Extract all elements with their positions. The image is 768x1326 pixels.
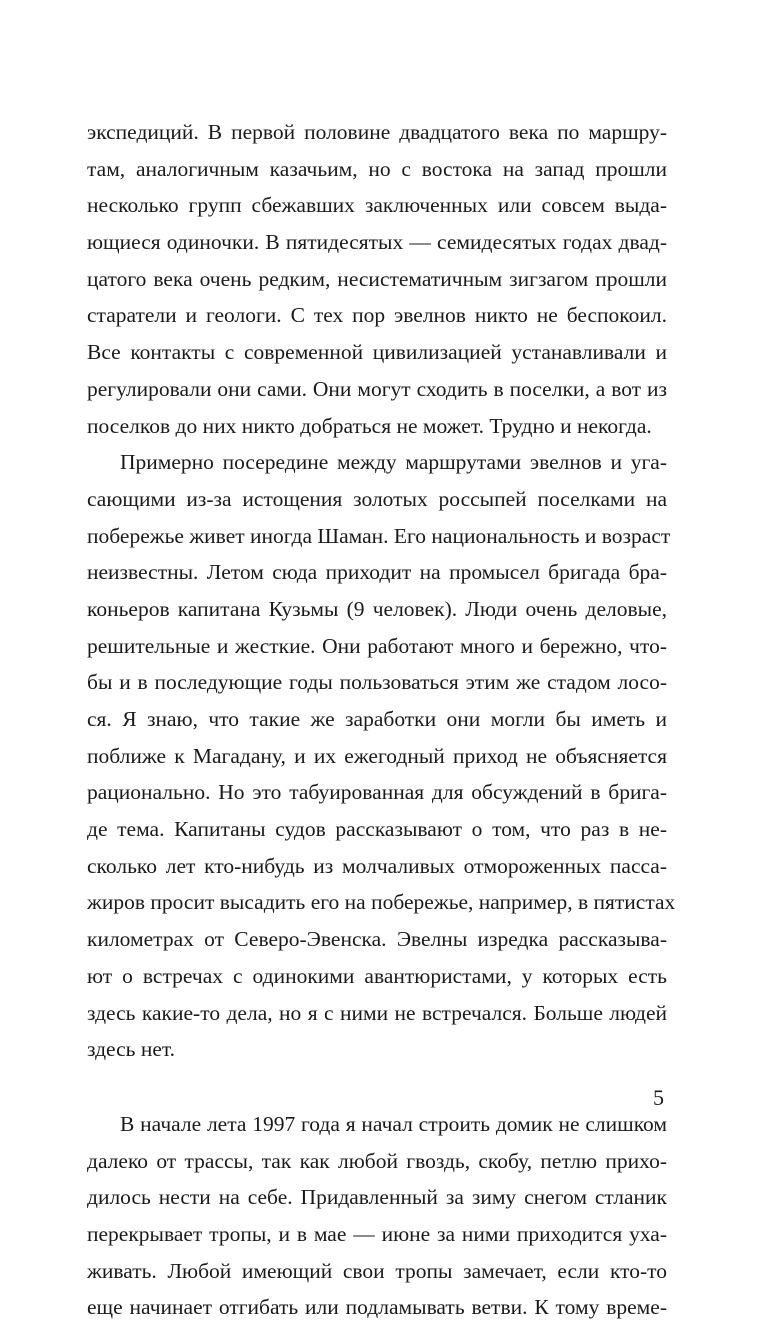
text-line: старатели и геологи. С тех пор эвелнов никто не беспокоил. (87, 303, 667, 328)
paragraph-3 (87, 1106, 667, 1326)
text-line: де тема. Капитаны судов рассказывают о том, что раз в не- (87, 817, 667, 842)
text-line: там, аналогичным казачьим, но с востока на запад прошли (87, 156, 667, 181)
text-line: сающими из-за истощения золотых россыпей поселками на (87, 486, 667, 511)
text-line: здесь какие-то дела, но я с ними не встречался. Больше людей (87, 1000, 667, 1025)
text-line: далеко от трассы, так как любой гвоздь, скобу, петлю прихо- (87, 1148, 667, 1173)
text-line: цатого века очень редким, несистематичным зигзагом прошли (87, 266, 667, 291)
text-line: решительные и жесткие. Они работают много и бережно, что- (87, 633, 667, 658)
text-line: рационально. Но это табуированная для обсуждений в брига- (87, 780, 667, 805)
text-line: несколько групп сбежавших заключенных или совсем выда- (87, 193, 667, 218)
text-line: коньеров капитана Кузьмы (9 человек). Люди очень деловые, (87, 596, 667, 621)
text-line: побережье живет иногда Шаман. Его национальность и возраст (87, 523, 671, 548)
text-line: Примерно посередине между маршрутами эвелнов и уга- (120, 450, 667, 475)
text-line: ющиеся одиночки. В пятидесятых — семидесятых годах двад- (87, 230, 667, 255)
text-line: здесь нет. (87, 1037, 176, 1062)
section-break (87, 1068, 667, 1106)
text-line: неизвестны. Летом сюда приходит на промысел бригада бра- (87, 560, 667, 585)
text-line: километрах от Северо-Эвенска. Эвелны изредка рассказыва- (87, 927, 667, 952)
text-line: В начале лета 1997 года я начал строить домик не слишком (120, 1111, 667, 1136)
text-line: регулировали они сами. Они могут сходить в поселки, а вот из (87, 376, 667, 401)
text-line: сколько лет кто-нибудь из молчаливых отмороженных пасса- (87, 853, 667, 878)
text-line: еще начинает отгибать или подламывать ветви. К тому време- (87, 1295, 667, 1320)
text-line: экспедиций. В первой половине двадцатого века по маршру- (87, 120, 667, 144)
paragraph-2 (87, 444, 676, 1068)
paragraph-1 (87, 114, 667, 444)
text-line: перекрывает тропы, и в мае — июне за ними приходится уха- (87, 1221, 667, 1246)
text-line: ся. Я знаю, что такие же заработки они могли бы иметь и (87, 707, 667, 731)
text-line: поселков до них никто добраться не может. Трудно и некогда. (87, 413, 652, 438)
text-line: ют о встречах с одинокими авантюристами, у которых есть (87, 963, 667, 988)
text-line: бы и в последующие годы пользоваться этим же стадом лосо- (87, 670, 667, 695)
text-line: дилось нести на себе. Придавленный за зиму снегом стланик (87, 1185, 667, 1210)
text-line: жиров просит высадить его на побережье, например, в пятистах (87, 890, 676, 915)
text-line: поближе к Магадану, и их ежегодный приход не объясняется (87, 743, 667, 768)
text-line: живать. Любой имеющий свои тропы замечает, если кто-то (87, 1258, 667, 1283)
text-line: Все контакты с современной цивилизацией устанавливали и (87, 340, 667, 365)
page-text (87, 114, 676, 1326)
page-number: 5 (653, 1085, 664, 1110)
